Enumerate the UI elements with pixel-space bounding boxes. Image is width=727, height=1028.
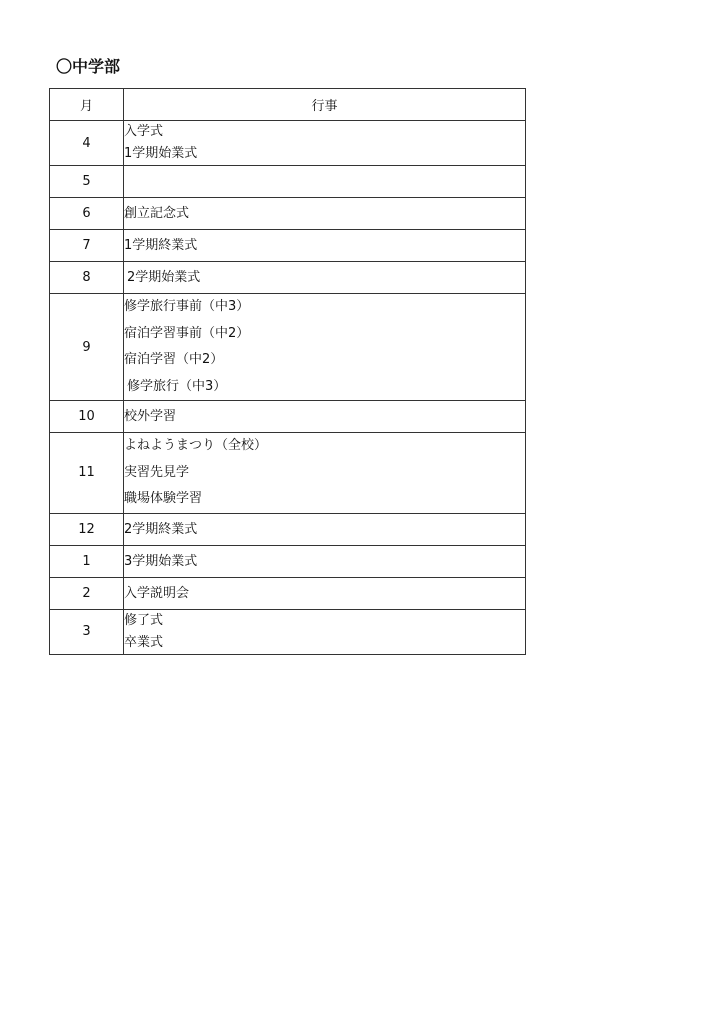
- event-item: 修学旅行（中3）: [127, 378, 227, 394]
- table-row: [50, 609, 526, 654]
- events-cell: [124, 545, 526, 577]
- month-cell: 2: [50, 577, 124, 609]
- event-item: 実習先見学: [124, 464, 190, 480]
- event-item: 職場体験学習: [124, 491, 203, 506]
- event-item: 2学期終業式: [124, 521, 198, 537]
- event-item: 1学期終業式: [124, 238, 198, 253]
- event-item-empty: [124, 166, 525, 197]
- event-item: 3学期始業式: [124, 553, 198, 569]
- month-cell: 9: [50, 294, 124, 401]
- events-cell: [124, 433, 526, 514]
- table-row: [50, 230, 526, 262]
- events-cell: [124, 121, 526, 166]
- table-row: [50, 513, 526, 545]
- event-item: 宿泊学習（中2）: [124, 352, 224, 367]
- table-row: [50, 545, 526, 577]
- table-row: [50, 121, 526, 166]
- event-item: 創立記念式: [124, 206, 190, 221]
- month-cell: 10: [50, 401, 124, 433]
- events-cell: [124, 401, 526, 433]
- month-cell: 4: [50, 121, 124, 166]
- events-cell: [124, 513, 526, 545]
- month-cell: 6: [50, 198, 124, 230]
- events-cell: [124, 262, 526, 294]
- events-cell: [124, 609, 526, 654]
- event-item: 修学旅行事前（中3）: [124, 299, 250, 314]
- event-item: 校外学習: [124, 409, 177, 424]
- school-events-table: [49, 88, 526, 655]
- events-cell: [124, 198, 526, 230]
- event-item: 修了式: [124, 612, 164, 628]
- table-row: [50, 166, 526, 198]
- table-row: [50, 577, 526, 609]
- event-item: 1学期始業式: [124, 146, 198, 161]
- table-row: [50, 294, 526, 401]
- month-cell: 3: [50, 609, 124, 654]
- table-header-row: [50, 89, 526, 121]
- month-cell: 11: [50, 433, 124, 514]
- month-cell: 8: [50, 262, 124, 294]
- table-row: [50, 262, 526, 294]
- month-cell: 1: [50, 545, 124, 577]
- month-cell: 7: [50, 230, 124, 262]
- events-cell: [124, 166, 526, 198]
- event-item: 2学期始業式: [127, 270, 201, 285]
- events-cell: [124, 577, 526, 609]
- event-item: よねようまつり（全校）: [124, 438, 268, 453]
- table-row: [50, 433, 526, 514]
- table-row: [50, 198, 526, 230]
- month-column-header: 月: [50, 89, 124, 121]
- event-item: 入学説明会: [124, 585, 190, 601]
- event-item: 宿泊学習事前（中2）: [124, 325, 250, 341]
- page-title: 〇中学部: [56, 57, 121, 76]
- month-cell: 5: [50, 166, 124, 198]
- events-cell: [124, 294, 526, 401]
- table-row: [50, 401, 526, 433]
- events-column-header: 行事: [124, 89, 526, 121]
- event-item: 卒業式: [124, 634, 164, 650]
- month-cell: 12: [50, 513, 124, 545]
- event-item: 入学式: [124, 124, 164, 139]
- events-cell: [124, 230, 526, 262]
